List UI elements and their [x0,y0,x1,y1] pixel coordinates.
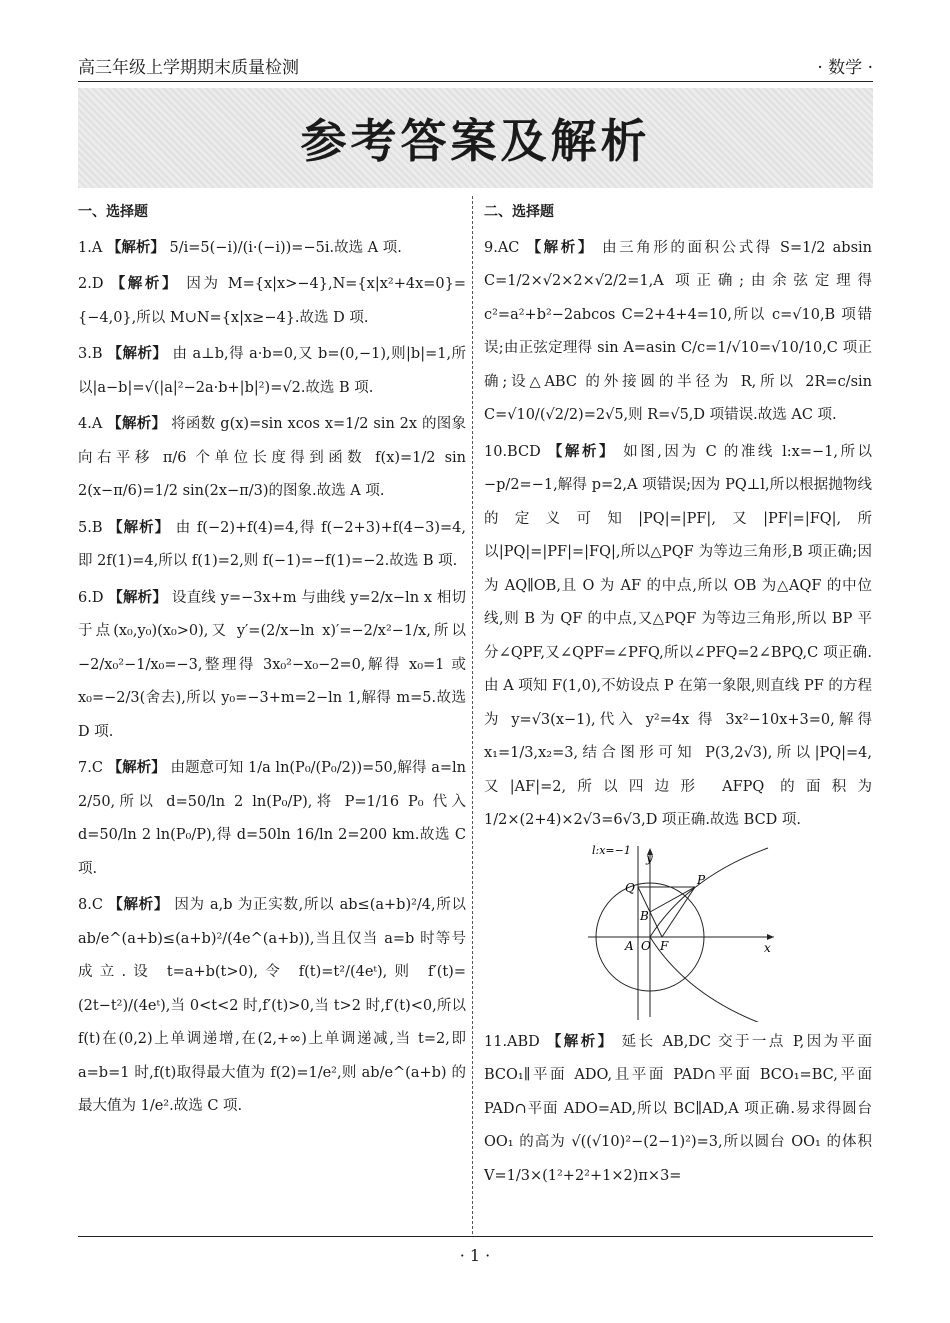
segment-pf [662,887,695,937]
label-x: x [764,940,771,955]
answer-item-10: 10.BCD 【解析】 如图,因为 C 的准线 l:x=−1,所以−p/2=−1,解得 p=2,A 项错误;因为 PQ⊥l,所以根据抛物线的定义可知|PQ|=|PF|,又|PF|=|FQ|,所以|PQ|=|PF|=|FQ|,所以△PQF 为等边三角形,B 项正确;因为 AQ∥OB,且 O 为 AF 的中点,所以 OB 为△AQF 的中位线,则 B 为 QF 的中点,又△PQF 为等边三角形,所以 BP 平分∠QPF,又∠QPF=∠PFQ,所以∠PFQ=2∠BPQ,C 项正确.由 A 项知 F(1,0),不妨设点 P 在第一象限,则直线 PF 的方程为 y=√3(x−1),代入 y²=4x 得 3x²−10x+3=0,解得 x₁=1/3,x₂=3,结合图形可知 P(3,2√3),所以|PQ|=4,又|AF|=2,所以四边形 AFPQ 的面积为 1/2×(2+4)×2√3=6√3,D 项正确.故选 BCD 项. [484,443,873,828]
subject-label: · 数学 · [817,58,873,78]
answer-item-4: 4.A 【解析】 将函数 g(x)=sin xcos x=1/2 sin 2x 的图象向右平移 π/6 个单位长度得到函数 f(x)=1/2 sin 2(x−π/6)=1/2 sin(2x−π/3)的图象.故选 A 项. [78,416,466,499]
answer-item-2: 2.D 【解析】 因为 M={x|x>−4},N={x|x²+4x=0}={−4,0},所以 M∪N={x|x≥−4}.故选 D 项. [78,276,467,326]
exam-title: 高三年级上学期期末质量检测 [78,58,299,78]
bottom-rule [78,1236,873,1237]
label-p: P [697,872,706,887]
page-header [78,52,873,82]
answer-item-6: 6.D 【解析】 设直线 y=−3x+m 与曲线 y=2/x−ln x 相切于点(x₀,y₀)(x₀>0),又 y′=(2/x−ln x)′=−2/x²−1/x,所以−2/x₀²−1/x₀=−3,整理得 3x₀²−x₀−2=0,解得 x₀=1 或 x₀=−2/3(舍去),所以 y₀=−3+m=2−ln 1,解得 m=5.故选 D 项. [78,589,467,740]
column-divider [472,196,473,1234]
answer-item-9: 9.AC 【解析】 由三角形的面积公式得 S=1/2 absin C=1/2×√2×2×√2/2=1,A 项正确;由余弦定理得 c²=a²+b²−2abcos C=2+4+4=10,所以 c=√10,B 项错误;由正弦定理得 sin A=asin C/c=1/√10=√10/10,C 项正确;设△ABC 的外接圆的半径为 R,所以 2R=c/sin C=√10/(√2/2)=2√5,则 R=√5,D 项错误.故选 AC 项. [484,239,873,423]
answer-item-5: 5.B 【解析】 由 f(−2)+f(4)=4,得 f(−2+3)+f(4−3)=4,即 2f(1)=4,所以 f(1)=2,则 f(−1)=−f(1)=−2.故选 B 项. [78,519,467,569]
section-heading-2: 二、选择题 [484,204,554,220]
figure-svg [578,842,778,1022]
right-column [484,196,872,1196]
page-number: · 1 · [459,1246,491,1265]
title-banner [78,88,873,188]
answer-item-8: 8.C 【解析】 因为 a,b 为正实数,所以 ab≤(a+b)²/4,所以 ab/e^(a+b)≤(a+b)²/(4e^(a+b)),当且仅当 a=b 时等号成立.设 t=a+b(t>0),令 f(t)=t²/(4eᵗ),则 f′(t)=(2t−t²)/(4eᵗ),当 0<t<2 时,f′(t)>0,当 t>2 时,f′(t)<0,所以 f(t)在(0,2)上单调递增,在(2,+∞)上单调递减,当 t=2,即 a=b=1 时,f(t)取得最大值为 f(2)=1/e²,则 ab/e^(a+b) 的最大值为 1/e².故选 C 项. [78,897,467,1114]
label-directrix: l:x=−1 [592,843,631,857]
answer-item-1: 1.A 【解析】 5/i=5(−i)/(i·(−i))=−5i.故选 A 项. [78,239,402,256]
section-heading-1: 一、选择题 [78,204,148,220]
label-y: y [646,850,653,865]
label-b: B [640,908,649,923]
parabola-curve [650,848,768,1022]
left-column [78,196,466,1127]
label-q: Q [625,880,635,895]
label-o: O [641,938,651,953]
answer-item-7: 7.C 【解析】 由题意可知 1/a ln(P₀/(P₀/2))=50,解得 a=ln 2/50,所以 d=50/ln 2 ln(P₀/P),将 P=1/16 P₀ 代入 d=50/ln 2 ln(P₀/P),得 d=50ln 16/ln 2=200 km.故选 C 项. [78,760,466,877]
label-a: A [625,938,634,953]
label-f: F [660,938,669,953]
banner-title: 参考答案及解析 [300,114,651,168]
answer-item-3: 3.B 【解析】 由 a⊥b,得 a·b=0,又 b=(0,−1),则|b|=1,所以|a−b|=√(|a|²−2a·b+|b|²)=√2.故选 B 项. [78,346,467,396]
parabola-figure [578,842,778,1022]
x-axis-arrow [767,934,774,940]
answer-item-11: 11.ABD 【解析】 延长 AB,DC 交于一点 P,因为平面 BCO₁∥平面 ADO,且平面 PAD∩平面 BCO₁=BC,平面 PAD∩平面 ADO=AD,所以 BC∥AD,A 项正确.易求得圆台 OO₁ 的高为 √((√10)²−(2−1)²)=3,所以圆台 OO₁ 的体积 V=1/3×(1²+2²+1×2)π×3= [484,1033,873,1184]
